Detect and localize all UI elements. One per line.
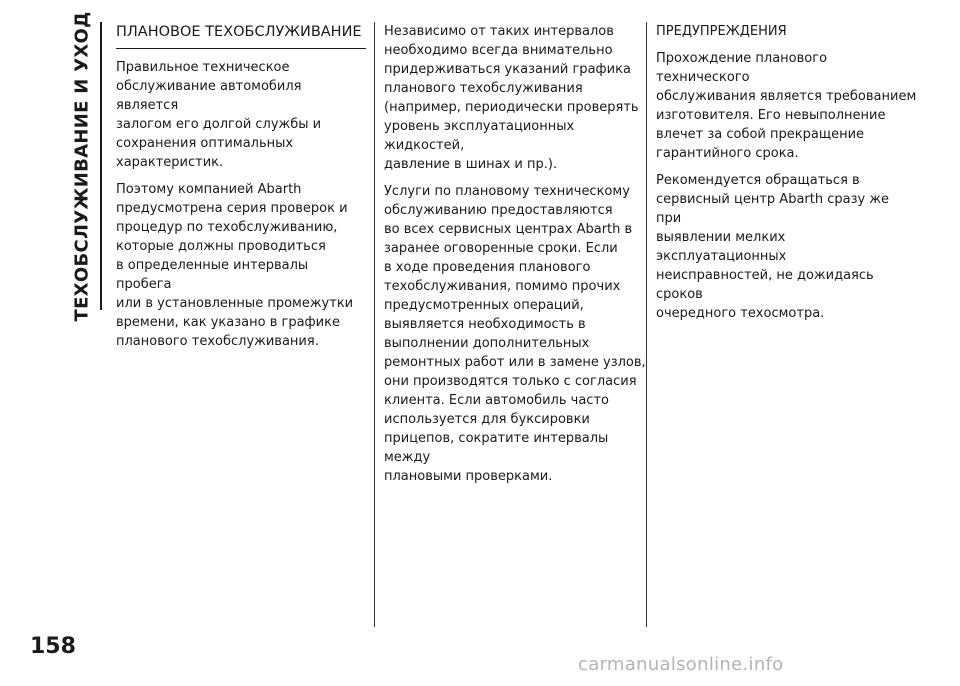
col3-paragraph-2: Рекомендуется обращаться в сервисный центр Abarth сразу же при выявлении мелких эксплуатационных неисправностей, не дожидаясь сроков очередного техосмотра. (656, 173, 890, 321)
col1-paragraph-2: Поэтому компанией Abarth предусмотрена серия проверок и процедур по техобслуживанию, которые должны проводиться в определенные интервалы пробега или в установленные промежутки времени, как указано в графике планового техобслуживания. (116, 182, 354, 349)
section-title-vertical (64, 11, 100, 321)
column-divider-1 (374, 22, 375, 627)
col3-paragraph-1: Прохождение планового технического обслуживания является требованием изготовителя. Его невыполнение влечет за собой прекращение гарантийного срока. (656, 51, 917, 161)
section-title-text: ТЕХОБСЛУЖИВАНИЕ И УХОД (71, 11, 93, 321)
column-3 (656, 22, 918, 331)
warnings-title: ПРЕДУПРЕЖДЕНИЯ (656, 24, 787, 39)
section-title-rule (100, 22, 102, 310)
col2-paragraph-2: Услуги по плановому техническому обслуживанию предоставляются во всех сервисных центрах Abarth в заранее оговоренные сроки. Если в ходе проведения планового техобслуживания, помимо прочих предусмотренных операций, выявляется необходимость в выполнении дополнительных ремонтных работ или в замене узлов, они производятся только с согласия клиента. Если автомобиль часто используется для буксировки прицепов, сократите интервалы между плановыми проверками. (384, 184, 646, 484)
page-number: 158 (30, 634, 76, 659)
col1-paragraph-1: Правильное техническое обслуживание автомобиля является залогом его долгой службы и сохранения оптимальных характеристик. (116, 60, 322, 170)
column-divider-2 (646, 22, 647, 627)
column-2 (384, 22, 646, 494)
watermark: carmanualsonline.info (578, 654, 784, 675)
column-1 (116, 22, 366, 359)
page-heading: ПЛАНОВОЕ ТЕХОБСЛУЖИВАНИЕ (116, 22, 366, 49)
col2-paragraph-1: Независимо от таких интервалов необходимо всегда внимательно придерживаться указаний графика планового техобслуживания (например, периодически проверять уровень эксплуатационных жидкостей, давление в шинах и пр.). (384, 24, 639, 172)
